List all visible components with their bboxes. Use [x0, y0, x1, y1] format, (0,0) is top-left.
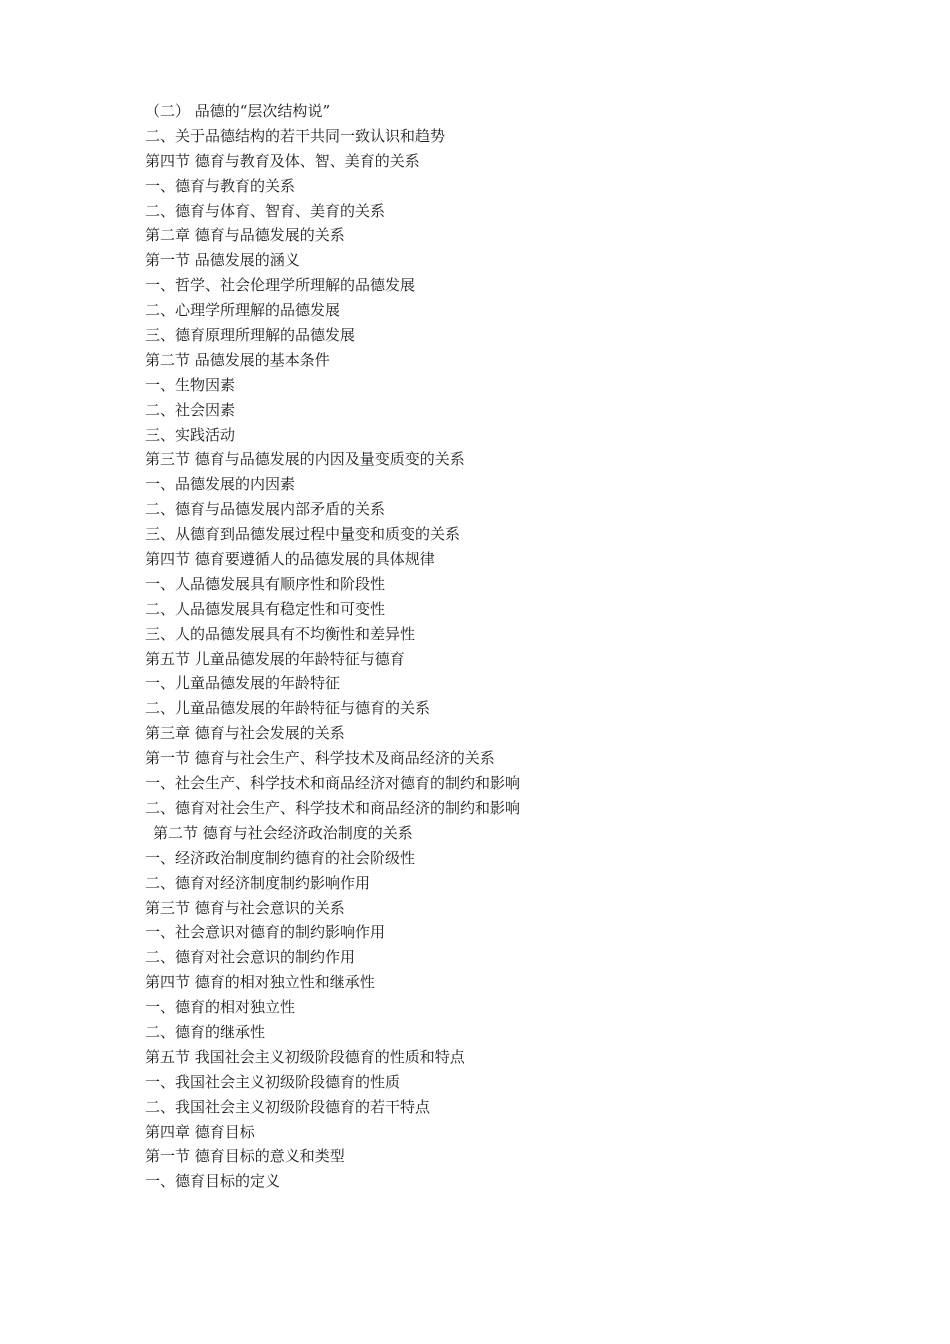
toc-line: 一、儿童品德发展的年龄特征	[145, 674, 341, 693]
toc-line: 二、德育对经济制度制约影响作用	[145, 873, 371, 892]
toc-line: 二、社会因素	[145, 400, 236, 419]
toc-line: 一、哲学、社会伦理学所理解的品德发展	[145, 276, 416, 295]
toc-line: 二、儿童品德发展的年龄特征与德育的关系	[145, 699, 431, 718]
toc-line: 二、德育的继承性	[145, 1022, 266, 1041]
toc-line: 一、德育与教育的关系	[145, 176, 296, 195]
toc-line: （二） 品德的“层次结构说”	[145, 102, 331, 120]
toc-line: 第四节 德育的相对独立性和继承性	[145, 973, 375, 992]
toc-line: 二、德育与品德发展内部矛盾的关系	[145, 500, 386, 519]
toc-line: 第五节 我国社会主义初级阶段德育的性质和特点	[145, 1047, 465, 1066]
toc-line: 第四节 德育要遵循人的品德发展的具体规律	[145, 550, 435, 569]
toc-line: 三、从德育到品德发展过程中量变和质变的关系	[145, 525, 461, 544]
toc-line: 二、人品德发展具有稳定性和可变性	[145, 599, 386, 618]
toc-line: 第五节 儿童品德发展的年龄特征与德育	[145, 649, 405, 668]
toc-line: 一、德育的相对独立性	[145, 998, 296, 1017]
toc-line: 一、生物因素	[145, 375, 236, 394]
toc-line: 一、经济政治制度制约德育的社会阶级性	[145, 848, 416, 867]
toc-line: 一、品德发展的内因素	[145, 475, 296, 494]
toc-line: 三、实践活动	[145, 425, 236, 444]
toc-line: 第四节 德育与教育及体、智、美育的关系	[145, 151, 420, 170]
toc-line: 第一节 德育目标的意义和类型	[145, 1147, 345, 1166]
toc-line: 一、我国社会主义初级阶段德育的性质	[145, 1072, 401, 1091]
toc-line: 第四章 德育目标	[145, 1122, 255, 1141]
toc-line: 三、德育原理所理解的品德发展	[145, 326, 356, 345]
toc-line: 第二章 德育与品德发展的关系	[145, 226, 345, 245]
toc-line: 二、心理学所理解的品德发展	[145, 301, 341, 320]
toc-line: 第三节 德育与品德发展的内因及量变质变的关系	[145, 450, 465, 469]
toc-line: 一、人品德发展具有顺序性和阶段性	[145, 574, 386, 593]
toc-line: 二、德育对社会生产、科学技术和商品经济的制约和影响	[145, 798, 521, 817]
toc-line: 二、德育与体育、智育、美育的关系	[145, 201, 386, 220]
toc-line: 第三节 德育与社会意识的关系	[145, 898, 345, 917]
toc-line: 第三章 德育与社会发展的关系	[145, 724, 345, 743]
toc-line: 第一节 德育与社会生产、科学技术及商品经济的关系	[145, 749, 495, 768]
table-of-contents	[145, 99, 845, 1194]
toc-line: 第一节 品德发展的涵义	[145, 251, 300, 270]
toc-line: 二、我国社会主义初级阶段德育的若干特点	[145, 1097, 431, 1116]
toc-line: 第二节 德育与社会经济政治制度的关系	[153, 823, 413, 842]
toc-line: 一、社会生产、科学技术和商品经济对德育的制约和影响	[145, 774, 521, 793]
toc-line: 第二节 品德发展的基本条件	[145, 350, 330, 369]
toc-line: 二、德育对社会意识的制约作用	[145, 948, 356, 967]
toc-line: 一、社会意识对德育的制约影响作用	[145, 923, 386, 942]
toc-line: 一、德育目标的定义	[145, 1172, 281, 1191]
toc-line: 三、人的品德发展具有不均衡性和差异性	[145, 624, 416, 643]
toc-line: 二、关于品德结构的若干共同一致认识和趋势	[145, 126, 446, 145]
